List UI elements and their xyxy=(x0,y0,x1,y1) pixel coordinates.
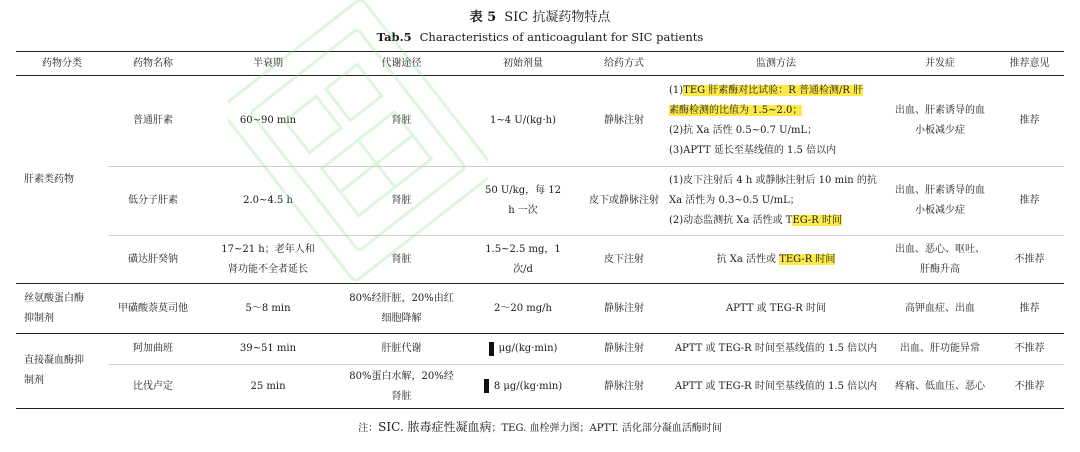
drug-name: 低分子肝素 xyxy=(108,167,198,236)
initial-dose: 1~4 U/(kg·h) xyxy=(465,76,581,167)
table-title-en xyxy=(0,30,1080,44)
table-footnote: 注：SIC. 脓毒症性凝血病；TEG. 血栓弹力图；APTT. 活化部分凝血活酶时间 xyxy=(358,420,722,434)
table-title-en-text: Characteristics of anticoagulant for SIC patients xyxy=(419,30,704,44)
complications: 出血、恶心、呕吐、 肝酶升高 xyxy=(885,236,995,284)
drug-name: 磺达肝癸钠 xyxy=(108,236,198,284)
monitoring: APTT 或 TEG-R 时间至基线值的 1.5 倍以内 xyxy=(667,334,885,365)
table-row xyxy=(16,365,1064,409)
monitoring-line: (2)动态监测抗 Xa 活性或 TEG-R 时间 xyxy=(669,215,843,226)
route: 静脉注射 xyxy=(581,284,667,334)
monitoring-line: (3)APTT 延长至基线值的 1.5 倍以内 xyxy=(669,145,837,156)
route: 皮下注射 xyxy=(581,236,667,284)
header-cell: 监测方法 xyxy=(667,52,885,76)
complications: 出血、肝素诱导的血 小板减少症 xyxy=(885,167,995,236)
recommendation: 推荐 xyxy=(995,284,1064,334)
initial-dose: μg/(kg·min) xyxy=(465,334,581,365)
header-cell: 初始剂量 xyxy=(465,52,581,76)
header-cell: 给药方式 xyxy=(581,52,667,76)
highlighted-text: EG-R 时间 xyxy=(792,215,843,226)
table-header-row xyxy=(16,52,1064,76)
half-life: 25 min xyxy=(198,365,338,409)
highlighted-text: 素酶检测的比值为 1.5~2.0； xyxy=(669,105,803,116)
recommendation: 不推荐 xyxy=(995,334,1064,365)
initial-dose: 2～20 mg/h xyxy=(465,284,581,334)
recommendation: 推荐 xyxy=(995,167,1064,236)
header-cell: 药物分类 xyxy=(16,52,108,76)
table-row xyxy=(16,76,1064,167)
monitoring: APTT 或 TEG-R 时间至基线值的 1.5 倍以内 xyxy=(667,365,885,409)
monitoring xyxy=(667,76,885,167)
table-row xyxy=(16,284,1064,334)
anticoagulant-table xyxy=(16,51,1064,409)
monitoring xyxy=(667,167,885,236)
table-number-en: Tab.5 xyxy=(376,30,412,44)
monitoring-line: (1)TEG 肝素酶对比试验：R 普通检测/R 肝 xyxy=(669,85,864,96)
table-title-cn-text: SIC 抗凝药物特点 xyxy=(504,10,611,25)
monitoring-line: (1)皮下注射后 4 h 或静脉注射后 10 min 的抗 xyxy=(669,175,877,186)
half-life: 39~51 min xyxy=(198,334,338,365)
redaction-block xyxy=(489,342,494,356)
complications: 高钾血症、出血 xyxy=(885,284,995,334)
initial-dose: 1.5~2.5 mg，1 次/d xyxy=(465,236,581,284)
header-cell: 半衰期 xyxy=(198,52,338,76)
half-life: 17~21 h；老年人和 肾功能不全者延长 xyxy=(198,236,338,284)
category-heparin: 肝素类药物 xyxy=(16,76,108,284)
header-cell: 药物名称 xyxy=(108,52,198,76)
monitoring: APTT 或 TEG-R 时间 xyxy=(667,284,885,334)
category-serine-protease: 丝氨酸蛋白酶 抑制剂 xyxy=(16,284,108,334)
route: 静脉注射 xyxy=(581,334,667,365)
table-title-cn xyxy=(0,6,1080,25)
route: 静脉注射 xyxy=(581,76,667,167)
half-life: 5～8 min xyxy=(198,284,338,334)
recommendation: 不推荐 xyxy=(995,365,1064,409)
table-row xyxy=(16,236,1064,284)
complications: 疼痛、低血压、恶心 xyxy=(885,365,995,409)
metabolism: 80%蛋白水解，20%经 肾脏 xyxy=(338,365,465,409)
initial-dose: 50 U/kg，每 12 h 一次 xyxy=(465,167,581,236)
complications: 出血、肝素诱导的血 小板减少症 xyxy=(885,76,995,167)
table-row xyxy=(16,334,1064,365)
monitoring-line xyxy=(669,101,883,121)
drug-name: 普通肝素 xyxy=(108,76,198,167)
metabolism: 肾脏 xyxy=(338,76,465,167)
highlighted-text: TEG 肝素酶对比试验：R 普通检测/R 肝 xyxy=(683,85,864,96)
monitoring-line: Xa 活性为 0.3~0.5 U/mL； xyxy=(669,195,800,206)
monitoring-line: (2)抗 Xa 活性 0.5~0.7 U/mL； xyxy=(669,125,818,136)
header-cell: 推荐意见 xyxy=(995,52,1064,76)
route: 静脉注射 xyxy=(581,365,667,409)
table-number-cn: 表 5 xyxy=(469,10,497,25)
table-row xyxy=(16,167,1064,236)
header-cell: 代谢途径 xyxy=(338,52,465,76)
highlighted-text: TEG-R 时间 xyxy=(779,253,836,265)
drug-name: 甲磺酸萘莫司他 xyxy=(108,284,198,334)
half-life: 2.0~4.5 h xyxy=(198,167,338,236)
recommendation: 推荐 xyxy=(995,76,1064,167)
drug-name: 阿加曲班 xyxy=(108,334,198,365)
header-cell: 并发症 xyxy=(885,52,995,76)
monitoring: 抗 Xa 活性或 TEG-R 时间 xyxy=(667,236,885,284)
complications: 出血、肝功能异常 xyxy=(885,334,995,365)
metabolism: 肾脏 xyxy=(338,167,465,236)
initial-dose: 8 μg/(kg·min) xyxy=(465,365,581,409)
recommendation: 不推荐 xyxy=(995,236,1064,284)
redaction-block xyxy=(484,379,489,393)
category-direct-thrombin: 直接凝血酶抑 制剂 xyxy=(16,334,108,409)
metabolism: 肾脏 xyxy=(338,236,465,284)
metabolism: 80%经肝脏，20%由红 细胞降解 xyxy=(338,284,465,334)
half-life: 60~90 min xyxy=(198,76,338,167)
drug-name: 比伐卢定 xyxy=(108,365,198,409)
metabolism: 肝脏代谢 xyxy=(338,334,465,365)
route: 皮下或静脉注射 xyxy=(581,167,667,236)
